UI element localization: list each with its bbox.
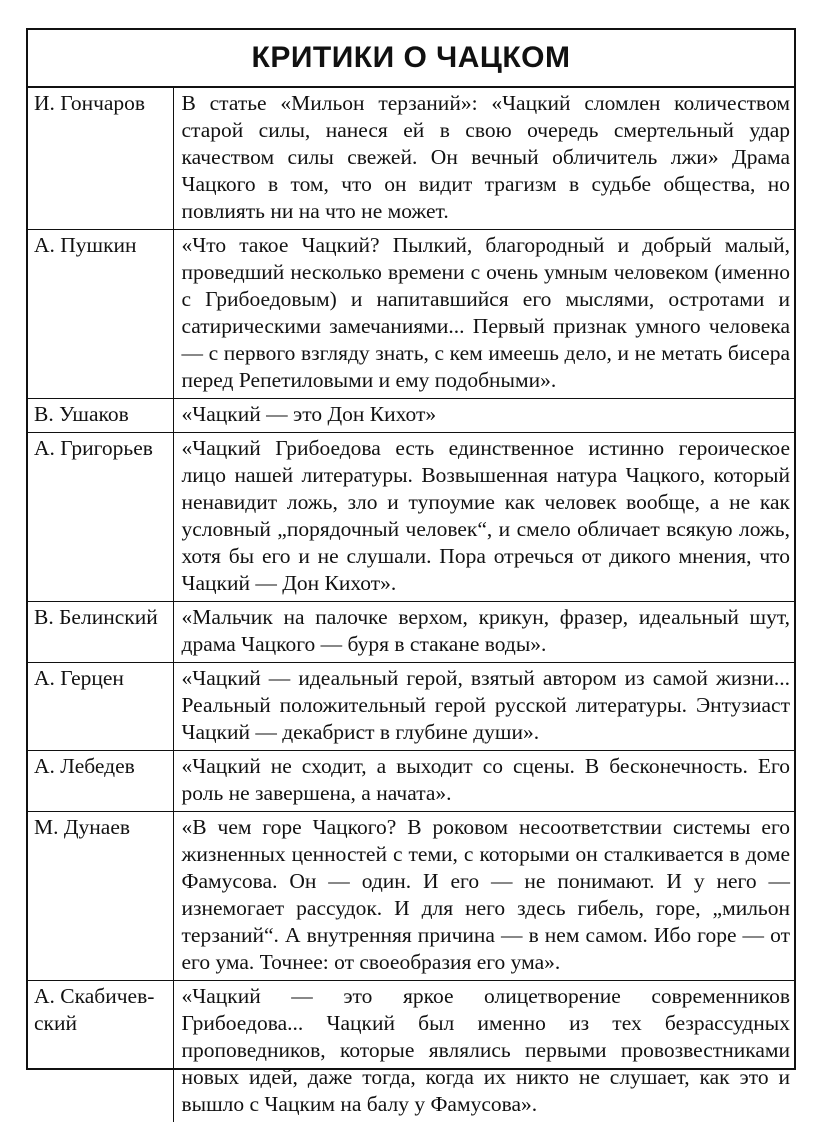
critic-quote: В статье «Мильон терзаний»: «Чацкий сломлен количеством старой силы, нанеся ей в свою очередь смертельный удар качеством силы свежей. Он вечный обличитель лжи» Драма Чацкого в том, что он видит трагизм в судьбе общества, но повлиять ни на что не может.: [173, 88, 794, 230]
critic-quote: «Чацкий Грибоедова есть единственное истинно героическое лицо нашей литературы. Возвышенная натура Чацкого, который ненавидит ложь, зло и тупоумие как человек вообще, а не как условный „порядочный человек“, и смело обличает всякую ложь, хотя бы его и не слушали. Пора отречься от дикого мнения, что Чацкий — Дон Кихот».: [173, 433, 794, 602]
critic-name: В. Ушаков: [28, 399, 173, 433]
critic-name: М. Дунаев: [28, 812, 173, 981]
critic-name: А. Скабичев- ский: [28, 981, 173, 1122]
critic-quote: «Мальчик на палочке верхом, крикун, фразер, идеальный шут, драма Чацкого — буря в стакане воды».: [173, 602, 794, 663]
critics-table-frame: [26, 28, 796, 1070]
table-row: [28, 663, 794, 751]
table-header: [28, 30, 794, 88]
table-row: [28, 602, 794, 663]
page-title: КРИТИКИ О ЧАЦКОМ: [252, 41, 571, 75]
table-row: [28, 433, 794, 602]
table-row: [28, 230, 794, 399]
critic-quote: «В чем горе Чацкого? В роковом несоответствии системы его жизненных ценностей с теми, с которыми он сталкивается в доме Фамусова. Он — один. И его — не понимают. И у него — изнемогает рассудок. И для него здесь гибель, горе, „мильон терзаний“. А внутренняя причина — в нем самом. Ибо горе — от его ума. Точнее: от своеобразия его ума».: [173, 812, 794, 981]
critic-name: А. Герцен: [28, 663, 173, 751]
table-row: [28, 981, 794, 1122]
critic-name: А. Пушкин: [28, 230, 173, 399]
table-row: [28, 88, 794, 230]
critic-name: А. Григорьев: [28, 433, 173, 602]
critic-quote: «Чацкий — это Дон Кихот»: [173, 399, 794, 433]
critic-name: В. Белинский: [28, 602, 173, 663]
critic-quote: «Что такое Чацкий? Пылкий, благородный и добрый малый, проведший несколько времени с очень умным человеком (именно с Грибоедовым) и напитавшийся его мыслями, остротами и сатирическими замечаниями... Первый признак умного человека — с первого взгляду знать, с кем имеешь дело, и не метать бисера перед Репетиловыми и ему подобными».: [173, 230, 794, 399]
table-row: [28, 399, 794, 433]
critic-quote: «Чацкий не сходит, а выходит со сцены. В бесконечность. Его роль не завершена, а начата».: [173, 751, 794, 812]
table-row: [28, 812, 794, 981]
critic-quote: «Чацкий — это яркое олицетворение современников Грибоедова... Чацкий был именно из тех безрассудных проповедников, которые являлись первыми провозвестниками новых идей, даже тогда, когда их никто не слушает, как это и вышло с Чацким на балу у Фамусова».: [173, 981, 794, 1122]
critics-table: [28, 88, 794, 1122]
critic-name: А. Лебедев: [28, 751, 173, 812]
table-row: [28, 751, 794, 812]
critic-quote: «Чацкий — идеальный герой, взятый автором из самой жизни... Реальный положительный герой русской литературы. Энтузиаст Чацкий — декабрист в глубине души».: [173, 663, 794, 751]
critic-name: И. Гончаров: [28, 88, 173, 230]
